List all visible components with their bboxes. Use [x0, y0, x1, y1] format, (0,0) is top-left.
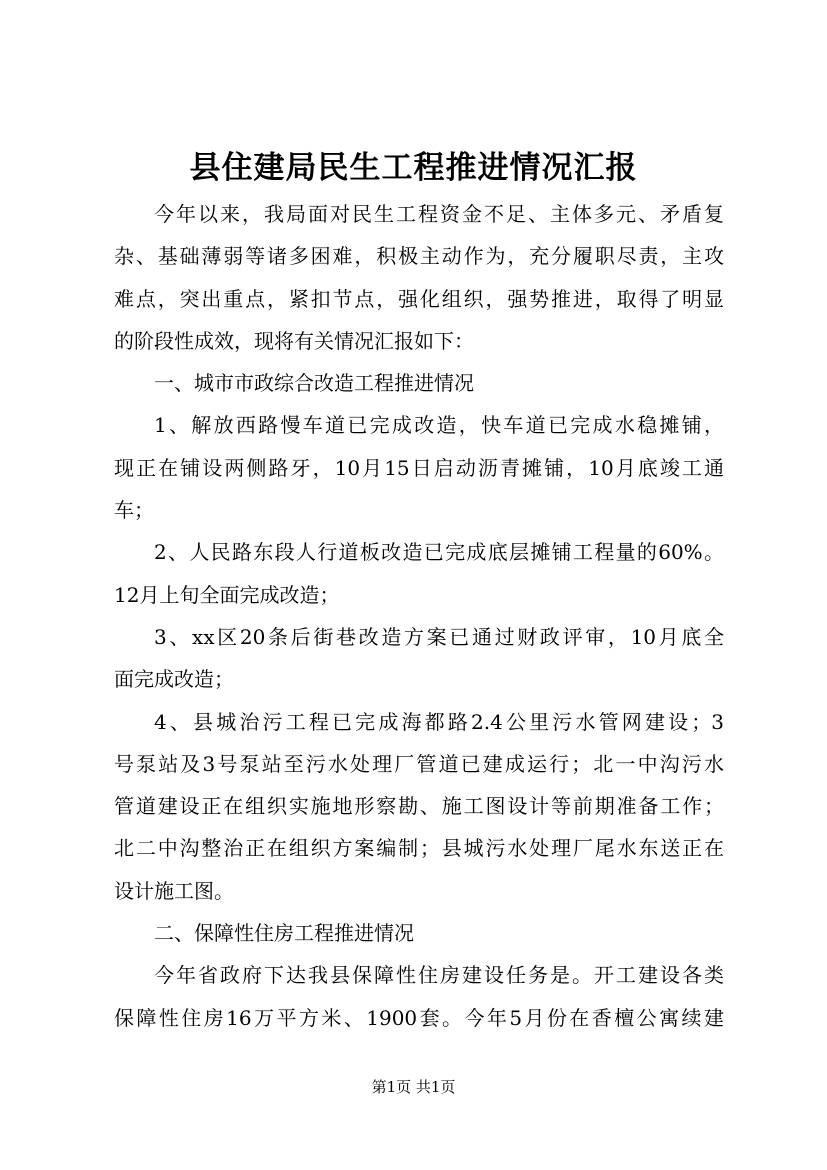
paragraph-line: 面完成改造； [114, 667, 234, 692]
paragraph-line: 号泵站及3号泵站至污水处理厂管道已建成运行；北一中沟污水 [114, 751, 724, 776]
paragraph-line: 4、县城治污工程已完成海都路2.4公里污水管网建设；3 [154, 709, 724, 734]
page-footer: 第1页 共1页 [371, 1078, 456, 1096]
paragraph-line: 的阶段性成效，现将有关情况汇报如下： [114, 328, 474, 353]
paragraph-line: 杂、基础薄弱等诸多困难，积极主动作为，充分履职尽责，主攻 [114, 244, 724, 269]
paragraph-line: 今年以来，我局面对民生工程资金不足、主体多元、矛盾复 [154, 202, 724, 226]
paragraph-line: 今年省政府下达我县保障性住房建设任务是。开工建设各类 [154, 963, 724, 988]
paragraph-line: 难点，突出重点，紧扣节点，强化组织，强势推进，取得了明显 [114, 286, 724, 311]
paragraph-line: 设计施工图。 [114, 878, 234, 903]
paragraph-line: 1、解放西路慢车道已完成改造，快车道已完成水稳摊铺， [154, 413, 724, 438]
paragraph-line: 12月上旬全面完成改造； [114, 582, 340, 607]
paragraph-line: 保障性住房16万平方米、1900套。今年5月份在香檀公寓续建 [114, 1005, 724, 1030]
paragraph-line: 现正在铺设两侧路牙，10月15日启动沥青摊铺，10月底竣工通 [114, 455, 724, 480]
paragraph-line: 北二中沟整治正在组织方案编制；县城污水处理厂尾水东送正在 [114, 836, 724, 861]
paragraph-line: 管道建设正在组织实施地形察勘、施工图设计等前期准备工作； [114, 794, 724, 819]
document-body [114, 193, 724, 1039]
section-heading: 一、城市市政综合改造工程推进情况 [154, 371, 474, 396]
document-title: 县住建局民生工程推进情况汇报 [189, 150, 638, 186]
paragraph-line: 车； [114, 498, 154, 523]
paragraph-line: 3、xx区20条后街巷改造方案已通过财政评审，10月底全 [154, 624, 724, 649]
paragraph-line: 2、人民路东段人行道板改造已完成底层摊铺工程量的60%。 [154, 540, 724, 565]
section-heading: 二、保障性住房工程推进情况 [154, 921, 414, 946]
